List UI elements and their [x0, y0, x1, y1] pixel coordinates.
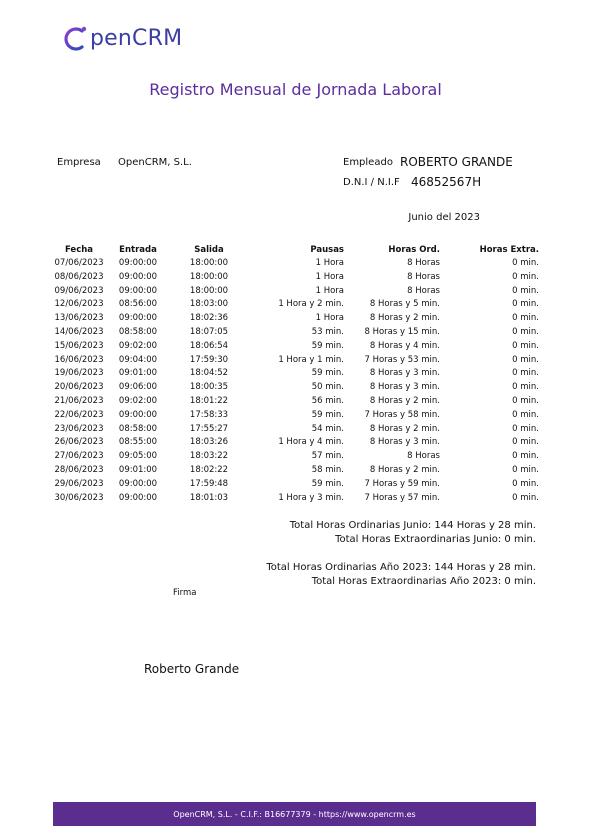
employee-value: ROBERTO GRANDE [400, 155, 513, 169]
id-value: 46852567H [411, 175, 482, 189]
cell-entrada: 09:00:00 [118, 285, 158, 296]
table-row [50, 326, 542, 340]
cell-fecha: 26/06/2023 [54, 437, 104, 448]
cell-horas-extra: 0 min. [512, 340, 539, 351]
cell-entrada: 09:00:00 [118, 271, 158, 282]
cell-fecha: 14/06/2023 [54, 326, 104, 337]
table-row [50, 478, 542, 492]
cell-pausas: 1 Hora y 1 min. [278, 354, 344, 365]
cell-entrada: 09:05:00 [118, 451, 158, 462]
cell-salida: 17:55:27 [189, 423, 229, 434]
cell-entrada: 09:01:00 [118, 368, 158, 379]
cell-fecha: 20/06/2023 [54, 382, 104, 393]
cell-horas-ord: 8 Horas y 2 min. [369, 395, 440, 406]
cell-pausas: 1 Hora y 4 min. [278, 437, 344, 448]
cell-salida: 18:03:26 [189, 437, 229, 448]
total-year-extra: Total Horas Extraordinarias Año 2023: 0 min. [311, 576, 536, 587]
table-row [50, 367, 542, 381]
table-body [50, 257, 542, 505]
header-salida: Salida [194, 245, 224, 255]
table-row [50, 381, 542, 395]
table-row [50, 340, 542, 354]
cell-horas-ord: 8 Horas [407, 271, 440, 282]
cell-entrada: 09:00:00 [118, 409, 158, 420]
cell-horas-extra: 0 min. [512, 409, 539, 420]
cell-fecha: 30/06/2023 [54, 492, 104, 503]
cell-fecha: 21/06/2023 [54, 395, 104, 406]
cell-entrada: 09:00:00 [118, 258, 158, 268]
cell-pausas: 1 Hora y 2 min. [278, 299, 344, 310]
cell-horas-ord: 8 Horas [407, 451, 440, 462]
table-row [50, 423, 542, 437]
cell-horas-extra: 0 min. [512, 451, 539, 462]
cell-horas-extra: 0 min. [512, 368, 539, 379]
cell-fecha: 19/06/2023 [54, 368, 104, 379]
cell-fecha: 23/06/2023 [54, 423, 104, 434]
cell-horas-ord: 8 Horas y 15 min. [364, 326, 440, 337]
cell-horas-ord: 8 Horas y 2 min. [369, 423, 440, 434]
table-row [50, 257, 542, 271]
cell-horas-ord: 8 Horas y 4 min. [369, 340, 440, 351]
cell-entrada: 08:55:00 [118, 437, 158, 448]
cell-salida: 17:58:33 [189, 409, 229, 420]
cell-horas-extra: 0 min. [512, 382, 539, 393]
id-label: D.N.I / N.I.F [343, 177, 400, 188]
table-header-row [50, 243, 542, 257]
cell-salida: 18:01:22 [189, 395, 229, 406]
table-row [50, 271, 542, 285]
cell-entrada: 08:58:00 [118, 326, 158, 337]
cell-horas-extra: 0 min. [512, 395, 539, 406]
company-label: Empresa [57, 157, 101, 168]
cell-horas-ord: 7 Horas y 58 min. [364, 409, 440, 420]
cell-pausas: 59 min. [311, 478, 344, 489]
signature-name: Roberto Grande [144, 662, 240, 676]
cell-entrada: 08:58:00 [118, 423, 158, 434]
cell-salida: 18:03:22 [189, 451, 229, 462]
cell-horas-ord: 7 Horas y 57 min. [364, 492, 440, 503]
cell-fecha: 29/06/2023 [54, 478, 104, 489]
cell-horas-ord: 8 Horas y 5 min. [369, 299, 440, 310]
cell-horas-ord: 8 Horas y 3 min. [369, 382, 440, 393]
cell-horas-ord: 8 Horas y 2 min. [369, 313, 440, 324]
cell-pausas: 54 min. [311, 423, 344, 434]
cell-horas-ord: 8 Horas [407, 285, 440, 296]
footer-text: OpenCRM, S.L. - C.I.F.: B16677379 - https://www.opencrm.es [173, 809, 416, 819]
cell-horas-extra: 0 min. [512, 258, 539, 268]
cell-fecha: 22/06/2023 [54, 409, 104, 420]
header-pausas: Pausas [310, 245, 344, 255]
cell-horas-extra: 0 min. [512, 313, 539, 324]
opencrm-logo [63, 22, 182, 56]
cell-salida: 18:06:54 [189, 340, 229, 351]
cell-salida: 18:04:52 [189, 368, 229, 379]
cell-pausas: 57 min. [311, 451, 344, 462]
cell-entrada: 08:56:00 [118, 299, 158, 310]
cell-pausas: 1 Hora [315, 313, 344, 324]
cell-pausas: 1 Hora [315, 285, 344, 296]
cell-pausas: 1 Hora [315, 271, 344, 282]
cell-fecha: 27/06/2023 [54, 451, 104, 462]
total-month-extra: Total Horas Extraordinarias Junio: 0 min. [335, 534, 536, 545]
table-row [50, 464, 542, 478]
header-horas-extra: Horas Extra. [479, 245, 539, 255]
cell-horas-ord: 8 Horas y 3 min. [369, 368, 440, 379]
cell-salida: 18:00:35 [189, 382, 229, 393]
cell-pausas: 1 Hora y 3 min. [278, 492, 344, 503]
cell-salida: 18:07:05 [189, 326, 229, 337]
cell-horas-ord: 8 Horas y 3 min. [369, 437, 440, 448]
total-month-ordinary: Total Horas Ordinarias Junio: 144 Horas y 28 min. [289, 520, 536, 531]
cell-horas-extra: 0 min. [512, 271, 539, 282]
cell-entrada: 09:01:00 [118, 464, 158, 475]
cell-salida: 18:00:00 [189, 258, 229, 268]
cell-entrada: 09:04:00 [118, 354, 158, 365]
cell-salida: 18:02:22 [189, 464, 229, 475]
cell-horas-extra: 0 min. [512, 464, 539, 475]
cell-entrada: 09:00:00 [118, 313, 158, 324]
cell-pausas: 59 min. [311, 340, 344, 351]
cell-entrada: 09:00:00 [118, 478, 158, 489]
table-row [50, 312, 542, 326]
table-row [50, 395, 542, 409]
cell-horas-extra: 0 min. [512, 423, 539, 434]
attendance-table [50, 243, 542, 505]
cell-entrada: 09:06:00 [118, 382, 158, 393]
cell-salida: 18:00:00 [189, 271, 229, 282]
cell-fecha: 15/06/2023 [54, 340, 104, 351]
cell-pausas: 56 min. [311, 395, 344, 406]
cell-horas-extra: 0 min. [512, 285, 539, 296]
table-row [50, 409, 542, 423]
logo-mark-icon [63, 24, 89, 54]
table-row [50, 450, 542, 464]
cell-fecha: 28/06/2023 [54, 464, 104, 475]
cell-entrada: 09:02:00 [118, 340, 158, 351]
cell-fecha: 16/06/2023 [54, 354, 104, 365]
total-year-ordinary: Total Horas Ordinarias Año 2023: 144 Horas y 28 min. [266, 562, 536, 573]
employee-label: Empleado [343, 157, 393, 168]
table-row [50, 436, 542, 450]
page-title: Registro Mensual de Jornada Laboral [149, 80, 442, 99]
cell-salida: 18:00:00 [189, 285, 229, 296]
cell-fecha: 08/06/2023 [54, 271, 104, 282]
cell-fecha: 09/06/2023 [54, 285, 104, 296]
cell-salida: 18:02:36 [189, 313, 229, 324]
cell-fecha: 12/06/2023 [54, 299, 104, 310]
cell-horas-ord: 8 Horas y 2 min. [369, 464, 440, 475]
period-label: Junio del 2023 [408, 212, 480, 223]
header-fecha: Fecha [64, 245, 94, 255]
cell-horas-extra: 0 min. [512, 437, 539, 448]
cell-horas-extra: 0 min. [512, 492, 539, 503]
company-value: OpenCRM, S.L. [118, 157, 192, 168]
table-row [50, 298, 542, 312]
cell-horas-ord: 8 Horas [407, 258, 440, 268]
cell-horas-ord: 7 Horas y 59 min. [364, 478, 440, 489]
cell-horas-extra: 0 min. [512, 354, 539, 365]
cell-entrada: 09:00:00 [118, 492, 158, 503]
cell-pausas: 59 min. [311, 409, 344, 420]
cell-horas-extra: 0 min. [512, 326, 539, 337]
table-row [50, 354, 542, 368]
cell-fecha: 13/06/2023 [54, 313, 104, 324]
cell-entrada: 09:02:00 [118, 395, 158, 406]
cell-pausas: 59 min. [311, 368, 344, 379]
page-footer [53, 802, 536, 826]
cell-pausas: 50 min. [311, 382, 344, 393]
logo-text: penCRM [90, 26, 183, 51]
cell-pausas: 58 min. [311, 464, 344, 475]
cell-horas-extra: 0 min. [512, 299, 539, 310]
cell-fecha: 07/06/2023 [54, 258, 104, 268]
signature-label: Firma [173, 588, 197, 598]
cell-horas-ord: 7 Horas y 53 min. [364, 354, 440, 365]
header-entrada: Entrada [119, 245, 157, 255]
cell-horas-extra: 0 min. [512, 478, 539, 489]
cell-pausas: 1 Hora [315, 258, 344, 268]
header-horas-ord: Horas Ord. [388, 245, 440, 255]
cell-salida: 18:01:03 [189, 492, 229, 503]
cell-salida: 17:59:48 [189, 478, 229, 489]
cell-salida: 17:59:30 [189, 354, 229, 365]
cell-pausas: 53 min. [311, 326, 344, 337]
table-row [50, 492, 542, 506]
table-row [50, 285, 542, 299]
cell-salida: 18:03:00 [189, 299, 229, 310]
